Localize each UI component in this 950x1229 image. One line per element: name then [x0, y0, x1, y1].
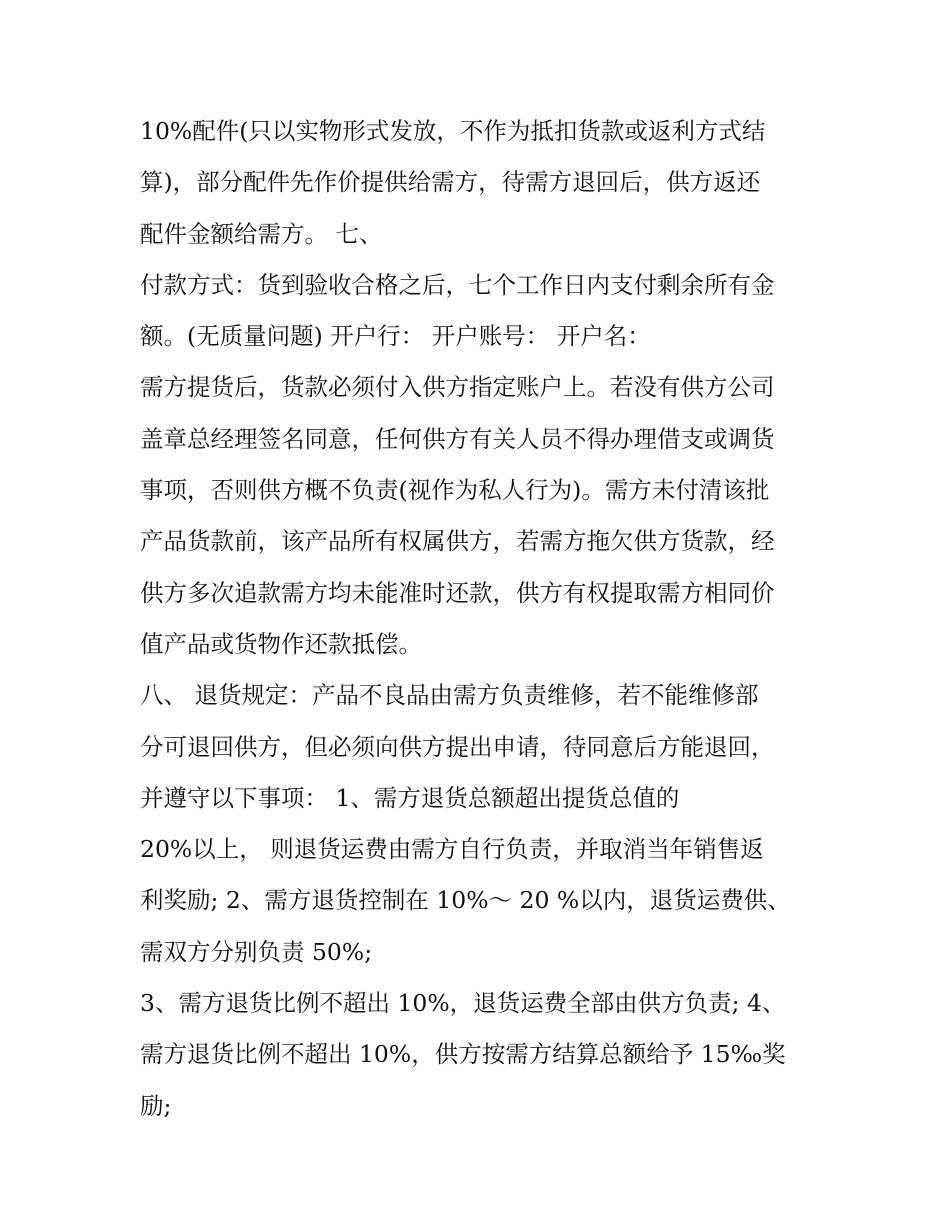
contract-text — [140, 106, 830, 1132]
text-line: 励; — [140, 1091, 172, 1120]
text-line: 需双方分别负责 50%; — [140, 937, 373, 966]
text-line: 3、需方退货比例不超出 10%，退货运费全部由供方负责; 4、 — [140, 989, 786, 1018]
text-line: 需方提货后，货款必须付入供方指定账户上。若没有供方公司 — [140, 373, 775, 402]
text-line: 供方多次追款需方均未能准时还款，供方有权提取需方相同价 — [140, 578, 775, 607]
text-line: 产品货款前，该产品所有权属供方，若需方拖欠供方货款，经 — [140, 527, 775, 556]
text-line: 八、 退货规定：产品不良品由需方负责维修，若不能维修部 — [140, 681, 759, 710]
text-line: 分可退回供方，但必须向供方提出申请，待同意后方能退回， — [140, 732, 775, 761]
text-line: 利奖励; 2、需方退货控制在 10%～ 20 %以内，退货运费供、 — [140, 886, 791, 915]
text-line: 额。(无质量问题) 开户行： 开户账号： 开户名： — [140, 322, 651, 351]
text-line: 并遵守以下事项： 1、需方退货总额超出提货总值的 — [140, 783, 680, 812]
text-line: 20%以上， 则退货运费由需方自行负责，并取消当年销售返 — [140, 835, 764, 864]
text-line: 需方退货比例不超出 10%，供方按需方结算总额给予 15‰奖 — [140, 1040, 786, 1069]
text-line: 值产品或货物作还款抵偿。 — [140, 629, 422, 658]
text-line: 付款方式：货到验收合格之后，七个工作日内支付剩余所有金 — [140, 270, 775, 299]
text-line: 事项，否则供方概不负责(视作为私人行为)。需方未付清该批 — [140, 476, 770, 505]
text-line: 盖章总经理签名同意，任何供方有关人员不得办理借支或调货 — [140, 424, 775, 453]
text-line: 10%配件(只以实物形式发放，不作为抵扣货款或返利方式结 — [140, 117, 766, 145]
text-line: 算)，部分配件先作价提供给需方，待需方退回后，供方返还 — [140, 168, 761, 197]
text-line: 配件金额给需方。 七、 — [140, 219, 383, 248]
